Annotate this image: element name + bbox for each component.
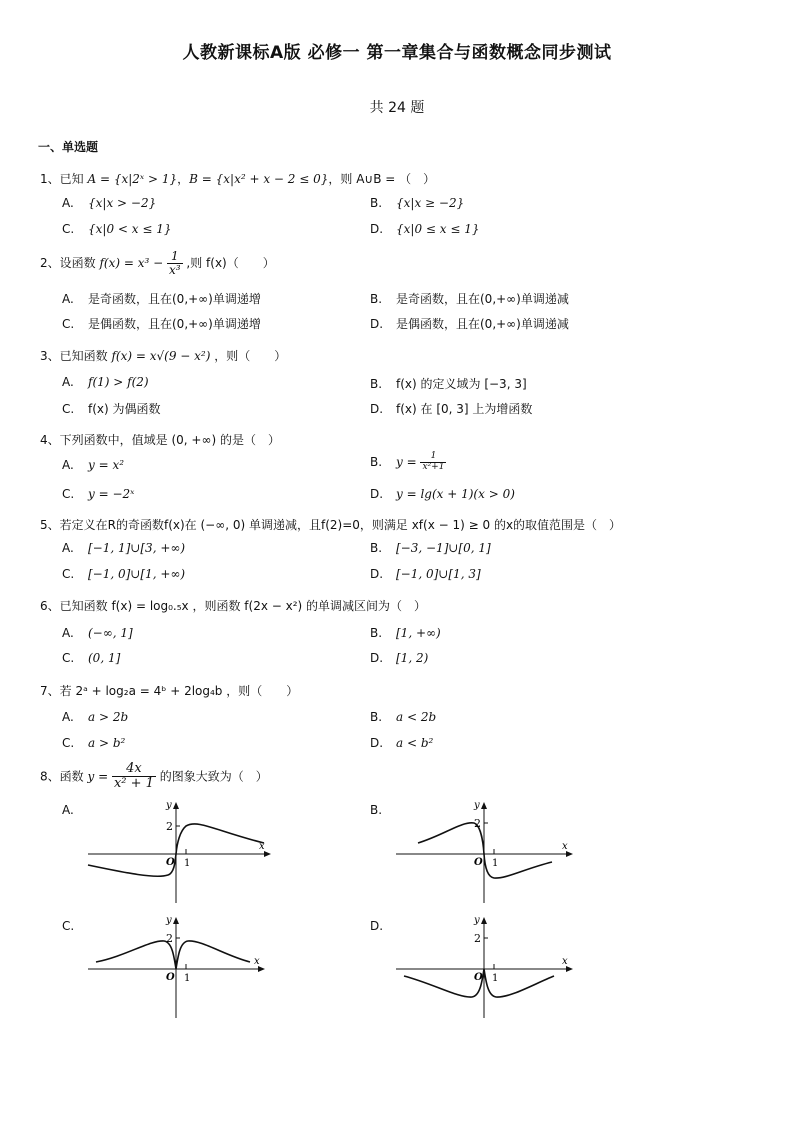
question-3 [40,347,286,364]
q6-option-c[interactable] [62,651,120,665]
q1-set-a: A = {x|2ˣ > 1} [87,172,178,186]
option-text: y = x² [88,458,125,472]
question-count: 共 24 题 [369,100,425,116]
tick-label-1: 1 [184,858,191,869]
question-6: 6、已知函数 f(x) = log₀.₅x ，则函数 f(2x − x²) 的单调减区间为（ ） [40,599,427,613]
y-axis-arrow-icon [481,917,487,924]
x-axis-arrow-icon [264,851,271,857]
x-axis-label: x [259,841,265,852]
q2-option-d[interactable] [370,315,569,332]
option-letter: D. [370,651,384,665]
option-letter: B. [370,377,383,391]
q8-graph-d[interactable] [394,910,584,1020]
option-text: f(x) 的定义域为 [−3, 3] [396,377,527,391]
q3-suffix: ，则（ ） [214,349,287,363]
tick-label-2: 2 [474,932,481,945]
q2-option-a[interactable] [62,290,261,307]
option-text: (−∞, 1] [88,626,133,640]
q8-option-d-label[interactable]: D. [370,919,384,933]
tick-label-2: 2 [166,820,173,833]
option-text: 是奇函数，且在(0,+∞)单调递增 [88,292,261,306]
option-text: a < b² [396,736,434,750]
origin-label: O [166,857,175,868]
option-text: [−1, 0]∪[1, +∞) [88,567,186,581]
y-axis-arrow-icon [481,802,487,809]
option-text: a > b² [88,736,126,750]
q2-option-c[interactable] [62,315,261,332]
x-axis-label: x [254,956,260,967]
option-letter: A. [62,375,74,389]
frac-den: x²+1 [422,461,445,472]
option-letter: A. [62,541,74,555]
origin-label: O [474,857,483,868]
q4-option-d[interactable] [370,487,515,501]
tick-label-2: 2 [474,817,481,830]
option-text: a < 2b [396,710,437,724]
option-letter: B. [370,626,383,640]
q3-prefix: 3、已知函数 [40,349,108,363]
option-letter: C. [62,736,75,750]
option-text: 是偶函数，且在(0,+∞)单调递增 [88,317,261,331]
option-letter: B. [370,196,383,210]
option-letter: C. [62,317,75,331]
q1-option-d[interactable] [370,222,479,236]
option-text: (0, 1] [88,651,121,665]
tick-label-1: 1 [184,973,191,984]
x-axis-label: x [562,841,568,852]
q8-frac-num: 4x [112,762,156,777]
q2-suffix: ,则 f(x)（ ） [186,256,275,271]
option-text: a > 2b [88,710,129,724]
question-7: 7、若 2ᵃ + log₂a = 4ᵇ + 2log₄b ，则（ ） [40,684,299,698]
tick-label-1: 1 [492,973,499,984]
q3-option-b[interactable] [370,375,527,392]
q4-option-a[interactable] [62,458,124,472]
option-letter: D. [370,402,384,416]
q8-option-b-label[interactable]: B. [370,803,383,817]
q5-option-b[interactable] [370,541,491,555]
q1-suffix: ，则 A∪B = （ ） [328,172,436,186]
q8-fraction [112,762,156,792]
q4-b-fraction [420,452,446,473]
option-text: {x|0 < x ≤ 1} [88,222,172,236]
option-text: f(1) > f(2) [88,375,149,389]
q7-option-b[interactable] [370,710,436,724]
q1-option-a[interactable] [62,196,156,210]
option-text: [−3, −1]∪[0, 1] [396,541,491,555]
option-letter: B. [370,710,383,724]
function-curve [418,823,552,878]
q8-graph-b[interactable] [394,795,584,905]
frac-num: 1 [420,452,446,463]
option-text: [−1, 0]∪[1, 3] [396,567,481,581]
q1-sep: ， [177,172,190,186]
option-letter: D. [370,487,384,501]
y-axis-label: y [166,800,172,811]
option-text: [1, 2) [396,651,429,665]
option-text: {x|x ≥ −2} [396,196,465,210]
q7-option-a[interactable] [62,710,128,724]
option-letter: C. [62,567,75,581]
q5-option-a[interactable] [62,541,185,555]
q3-option-c[interactable] [62,400,161,417]
q6-option-b[interactable] [370,626,441,640]
option-letter: A. [62,292,74,306]
origin-label: O [166,972,175,983]
option-text: f(x) 为偶函数 [88,402,161,416]
section-heading: 一、单选题 [38,140,99,154]
q1-option-b[interactable] [370,196,464,210]
q8-lhs: y = [87,769,109,784]
question-1 [40,170,435,187]
option-text: [−1, 1]∪[3, +∞) [88,541,186,555]
y-axis-label: y [474,800,480,811]
option-letter: B. [370,454,383,469]
option-text: {x|x > −2} [88,196,157,210]
y-axis-label: y [166,915,172,926]
option-text: [1, +∞) [396,626,441,640]
y-axis-arrow-icon [173,802,179,809]
q3-func: f(x) = x√(9 − x²) [111,349,211,363]
question-4: 4、下列函数中，值域是 (0, +∞) 的是（ ） [40,433,280,447]
option-letter: D. [370,317,384,331]
option-text: f(x) 在 [0, 3] 上为增函数 [396,402,533,416]
option-letter: B. [370,541,383,555]
q2-fraction [167,250,183,277]
q2-frac-den: x³ [169,263,181,278]
q8-graph-c[interactable] [86,910,276,1020]
option-letter: A. [62,710,74,724]
q2-frac-num: 1 [167,250,183,264]
page-title: 人教新课标A版 必修一 第一章集合与函数概念同步测试 [182,43,612,63]
tick-label-2: 2 [166,932,173,945]
q4-option-c[interactable] [62,487,134,501]
option-letter: A. [62,196,74,210]
option-letter: C. [62,402,75,416]
option-text: y = [396,454,417,469]
q8-frac-den: x² + 1 [113,776,154,792]
option-letter: C. [62,651,75,665]
q2-option-b[interactable] [370,290,569,307]
q1-option-c[interactable] [62,222,171,236]
q8-option-c-label[interactable]: C. [62,919,75,933]
q8-option-a-label[interactable]: A. [62,803,74,817]
q8-graph-a[interactable] [86,795,276,905]
q3-option-d[interactable] [370,400,532,417]
option-letter: D. [370,567,384,581]
q5-option-d[interactable] [370,567,481,581]
option-letter: A. [62,626,74,640]
q6-option-a[interactable] [62,626,133,640]
q5-option-c[interactable] [62,567,185,581]
q2-prefix: 2、设函数 [40,256,96,271]
q1-set-b: B = {x|x² + x − 2 ≤ 0} [189,172,329,186]
option-letter: A. [62,458,74,472]
question-8 [40,762,268,792]
q4-option-b[interactable] [370,452,446,473]
option-letter: D. [370,736,384,750]
q1-prefix: 1、已知 [40,172,84,186]
option-text: 是偶函数，且在(0,+∞)单调递减 [396,317,569,331]
option-text: y = lg(x + 1)(x > 0) [396,487,515,501]
q6-option-d[interactable] [370,651,428,665]
tick-label-1: 1 [492,858,499,869]
option-letter: B. [370,292,383,306]
q2-func: f(x) = x³ − [99,256,164,271]
q8-suffix: 的图象大致为（ ） [159,769,268,784]
y-axis-label: y [474,915,480,926]
q8-prefix: 8、函数 [40,769,84,784]
question-5: 5、若定义在R的奇函数f(x)在 (−∞, 0) 单调递减，且f(2)=0，则满足 xf(x − 1) ≥ 0 的x的取值范围是（ ） [40,518,622,532]
option-letter: C. [62,222,75,236]
y-axis-arrow-icon [173,917,179,924]
option-letter: C. [62,487,75,501]
option-text: y = −2ˣ [88,487,135,501]
option-text: {x|0 ≤ x ≤ 1} [396,222,480,236]
q3-option-a[interactable] [62,375,149,389]
q7-option-c[interactable] [62,736,125,750]
option-letter: D. [370,222,384,236]
q7-option-d[interactable] [370,736,433,750]
x-axis-label: x [562,956,568,967]
origin-label: O [474,972,483,983]
question-2 [40,250,275,277]
function-curve [96,941,250,969]
option-text: 是奇函数，且在(0,+∞)单调递减 [396,292,569,306]
